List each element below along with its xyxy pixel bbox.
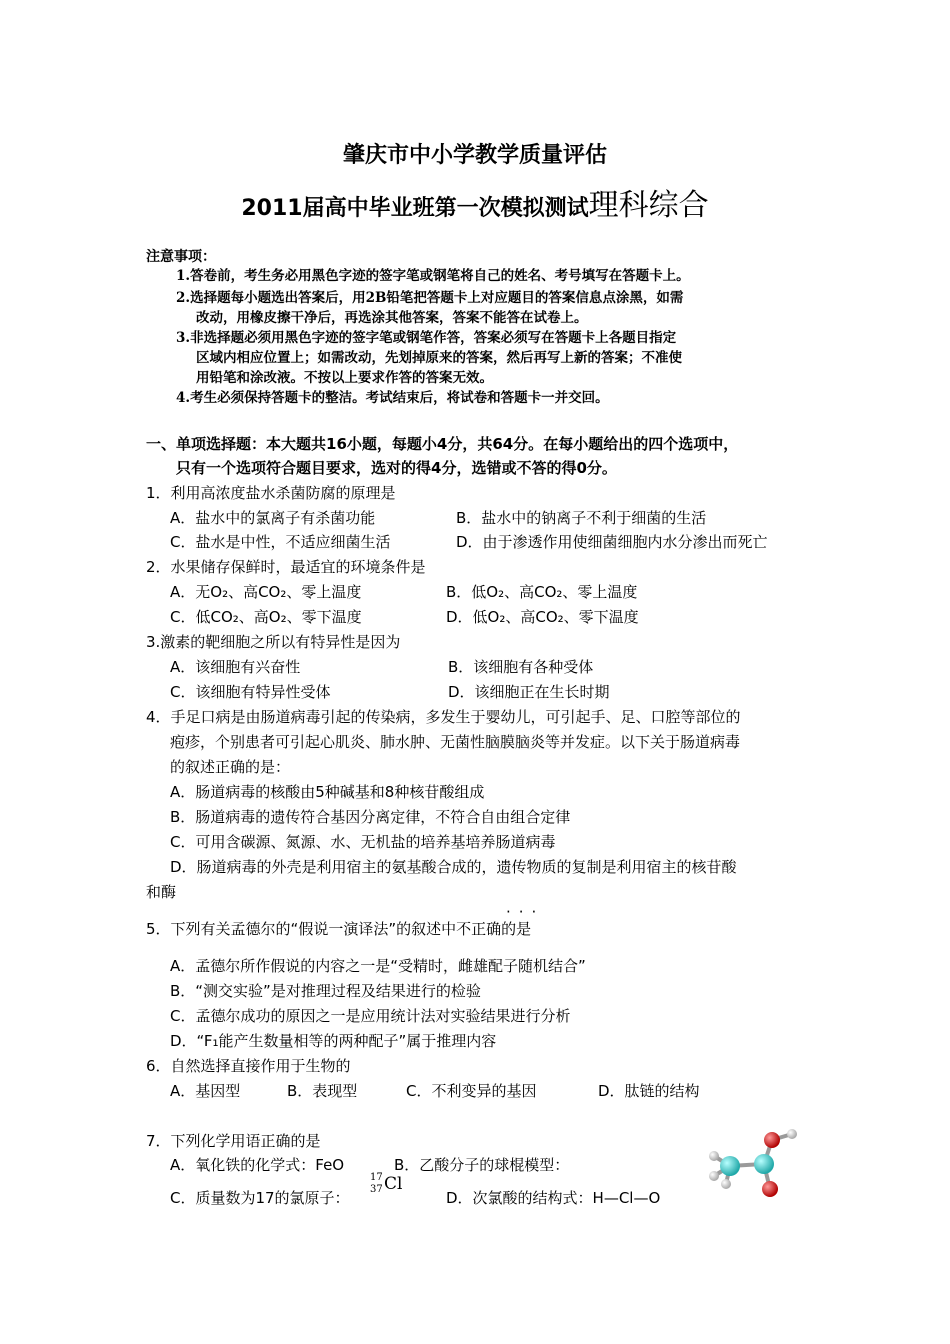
oxygen-atom [764,1132,780,1148]
exam-title-main: 2011届高中毕业班第一次模拟测试 [241,196,589,221]
question-3-option-d: D．该细胞正在生长时期 [448,683,610,701]
question-2-stem: 2．水果储存保鲜时，最适宜的环境条件是 [146,558,426,576]
chlorine-mass-number: 17 [370,1172,383,1183]
hydrogen-atom [709,1171,719,1181]
hydrogen-atom [709,1151,719,1161]
question-7-stem: 7．下列化学用语正确的是 [146,1132,321,1150]
question-6-option-d: D．肽链的结构 [598,1082,700,1100]
question-5-stem: 5．下列有关孟德尔的“假说一演译法”的叙述中不正确的是 [146,920,532,938]
question-1-option-d: D．由于渗透作用使细菌细胞内水分渗出而死亡 [456,533,768,551]
question-4-stem: 疱疹，个别患者可引起心肌炎、肺水肿、无菌性脑膜脑炎等并发症。以下关于肠道病毒 [170,733,741,751]
notice-line: 2.选择题每小题选出答案后，用2B铅笔把答题卡上对应题目的答案信息点涂黑，如需 [176,290,684,306]
hydrogen-atom [787,1129,797,1139]
question-7-option-d: D．次氯酸的结构式：H—Cl—O [446,1189,661,1207]
notice-heading: 注意事项： [146,249,216,265]
exam-title [0,180,950,224]
question-3-option-c: C．该细胞有特异性受体 [170,683,331,701]
acetic-acid-ball-stick-model [702,1124,814,1204]
question-2-option-d: D．低O₂、高CO₂、零下温度 [446,608,639,626]
notice-line: 4.考生必须保持答题卡的整洁。考试结束后，将试卷和答题卡一并交回。 [176,390,609,406]
chlorine-atomic-number: 37 [370,1184,383,1195]
question-4-option-d: D．肠道病毒的外壳是利用宿主的氨基酸合成的，遗传物质的复制是利用宿主的核苷酸 [170,858,737,876]
hydrogen-atom [721,1179,731,1189]
question-4-option-a: A．肠道病毒的核酸由5种碱基和8种核苷酸组成 [170,783,485,801]
notice-line: 3.非选择题必须用黑色字迹的签字笔或钢笔作答，答案必须写在答题卡上各题目指定 [176,330,677,346]
question-2-option-c: C．低CO₂、高O₂、零下温度 [170,608,362,626]
section-heading-line1: 一、单项选择题：本大题共16小题，每题小4分，共64分。在每小题给出的四个选项中， [146,435,739,453]
carbon-atom [754,1154,774,1174]
question-4-stem: 的叙述正确的是： [170,758,291,776]
question-5-option-d: D．“F₁能产生数量相等的两种配子”属于推理内容 [170,1032,497,1050]
question-6-option-c: C．不利变异的基因 [406,1082,537,1100]
question-1-option-c: C．盐水是中性，不适应细菌生活 [170,533,391,551]
chlorine-symbol: Cl [384,1174,403,1194]
exam-title-subject: 理科综合 [588,188,709,223]
section-heading-line2: 只有一个选项符合题目要求，选对的得4分，选错或不答的得0分。 [176,459,617,477]
question-1-option-a: A．盐水中的氯离子有杀菌功能 [170,509,376,527]
question-4-option-b: B．肠道病毒的遗传符合基因分离定律，不符合自由组合定律 [170,808,571,826]
question-7-option-b: B．乙酸分子的球棍模型： [394,1156,570,1174]
question-7-option-a: A．氧化铁的化学式：FeO [170,1156,345,1174]
question-3-option-b: B．该细胞有各种受体 [448,658,594,676]
notice-line: 区域内相应位置上；如需改动，先划掉原来的答案，然后再写上新的答案；不准使 [196,350,682,366]
question-7-option-c: C．质量数为17的氯原子： [170,1189,350,1207]
question-1-option-b: B．盐水中的钠离子不利于细菌的生活 [456,509,707,527]
carbon-atom [720,1156,740,1176]
question-6-option-b: B．表现型 [287,1082,358,1100]
notice-line: 用铅笔和涂改液。不按以上要求作答的答案无效。 [196,370,493,386]
question-5-option-c: C．孟德尔成功的原因之一是应用统计法对实验结果进行分析 [170,1007,571,1025]
question-6-option-a: A．基因型 [170,1082,241,1100]
question-4-stem: 4．手足口病是由肠道病毒引起的传染病，多发生于婴幼儿，可引起手、足、口腔等部位的 [146,708,741,726]
question-2-option-b: B．低O₂、高CO₂、零上温度 [446,583,638,601]
question-6-stem: 6．自然选择直接作用于生物的 [146,1057,351,1075]
notice-line: 改动，用橡皮擦干净后，再选涂其他答案，答案不能答在试卷上。 [196,310,588,326]
question-2-option-a: A．无O₂、高CO₂、零上温度 [170,583,362,601]
question-5-option-b: B．“测交实验”是对推理过程及结果进行的检验 [170,982,481,1000]
question-3-stem: 3.激素的靶细胞之所以有特异性是因为 [146,633,401,651]
notice-line: 1.答卷前，考生务必用黑色字迹的签字笔或钢笔将自己的姓名、考号填写在答题卡上。 [176,268,690,284]
emphasis-dots: ··· [506,903,545,921]
question-1-stem: 1．利用高浓度盐水杀菌防腐的原理是 [146,484,396,502]
question-4-option-d-cont: 和酶 [146,883,177,901]
question-4-option-c: C．可用含碳源、氮源、水、无机盐的培养基培养肠道病毒 [170,833,556,851]
oxygen-atom [762,1181,778,1197]
exam-org-title: 肇庆市中小学教学质量评估 [342,143,607,168]
question-5-option-a: A．孟德尔所作假说的内容之一是“受精时，雌雄配子随机结合” [170,957,586,975]
question-3-option-a: A．该细胞有兴奋性 [170,658,301,676]
